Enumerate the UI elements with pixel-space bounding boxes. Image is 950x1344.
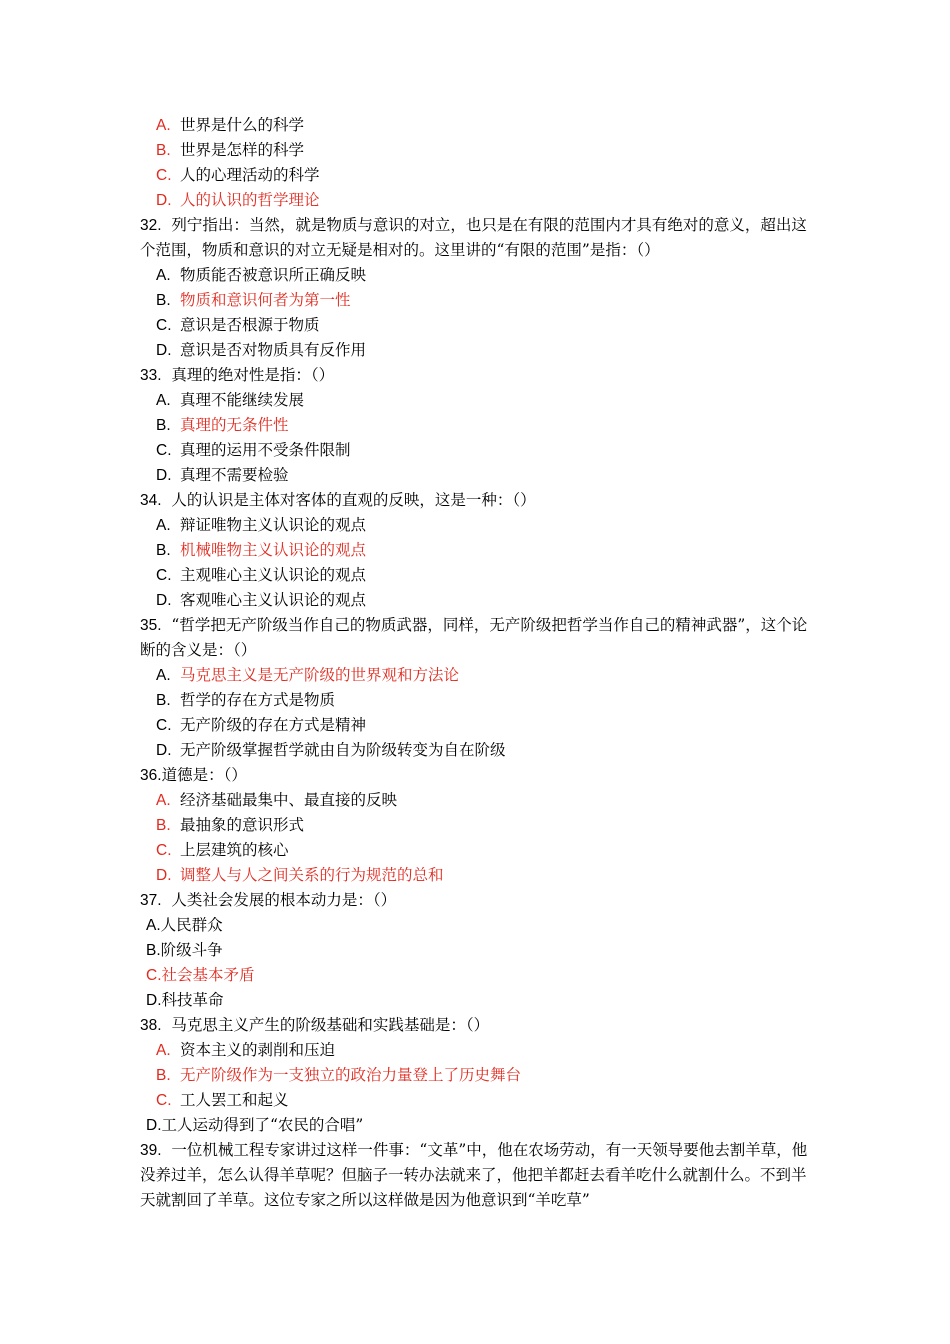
option-letter: D. [156,867,172,884]
q36-option-b [140,813,812,838]
question-text: 道德是：（） [161,766,247,784]
question-text: 真理的绝对性是指：（） [171,366,335,384]
question-number: 32. [140,217,162,234]
question-text: 马克思主义产生的阶级基础和实践基础是：（） [171,1016,490,1034]
q31-option-d [140,188,812,213]
option-letter: A. [156,667,171,684]
q37-option-b [140,938,812,963]
option-text: 真理的运用不受条件限制 [180,441,351,459]
q38-option-c [140,1088,812,1113]
option-letter: B. [156,1067,171,1084]
option-text: 世界是怎样的科学 [180,141,305,159]
question-text: 人类社会发展的根本动力是：（） [171,891,397,909]
q38-stem [140,1013,812,1038]
option-text: 世界是什么的科学 [180,116,305,134]
option-text: 物质能否被意识所正确反映 [180,266,367,284]
q36-option-a [140,788,812,813]
question-text: “哲学把无产阶级当作自己的物质武器，同样，无产阶级把哲学当作自己的精神武器”，这个论断的含义是：（） [140,616,808,659]
option-letter: B. [156,817,171,834]
option-text: 真理不能继续发展 [180,391,305,409]
option-text: 工人罢工和起义 [180,1091,289,1109]
q32-stem [140,213,812,263]
q34-option-c [140,563,812,588]
option-letter: B. [156,542,171,559]
q35-option-d [140,738,812,763]
option-text: 阶级斗争 [160,941,223,959]
q32-option-d [140,338,812,363]
q33-option-d [140,463,812,488]
q32-option-b [140,288,812,313]
option-text-answer: 马克思主义是无产阶级的世界观和方法论 [180,666,460,684]
question-number: 34. [140,492,162,509]
question-text: 人的认识是主体对客体的直观的反映，这是一种：（） [171,491,536,509]
q35-option-b [140,688,812,713]
option-text-answer: 社会基本矛盾 [161,966,255,984]
q33-option-a [140,388,812,413]
question-text: 一位机械工程专家讲过这样一件事：“文革”中，他在农场劳动，有一天领导要他去割羊草，他没养过羊，怎么认得羊草呢？但脑子一转办法就来了，他把羊都赶去看羊吃什么就割什么。不到半天就割回了羊草。这位专家之所以这样做是因为他意识到“羊吃草” [140,1141,808,1209]
q31-option-a [140,113,812,138]
option-text: 主观唯心主义认识论的观点 [180,566,367,584]
q34-option-b [140,538,812,563]
question-number: 39. [140,1142,162,1159]
q37-stem [140,888,812,913]
option-text: 资本主义的剥削和压迫 [180,1041,336,1059]
option-text-answer: 真理的无条件性 [180,416,289,434]
option-text: 真理不需要检验 [180,466,289,484]
option-letter: A. [146,917,161,934]
question-number: 38. [140,1017,162,1034]
option-text: 无产阶级掌握哲学就由自为阶级转变为自在阶级 [180,741,506,759]
option-text: 最抽象的意识形式 [180,816,305,834]
question-number: 33. [140,367,162,384]
option-text: 人民群众 [160,916,223,934]
option-text: 人的心理活动的科学 [180,166,320,184]
q35-stem [140,613,812,663]
q37-option-c [140,963,812,988]
option-letter: B. [156,292,171,309]
q34-option-a [140,513,812,538]
option-letter: D. [156,192,172,209]
option-letter: D. [146,992,162,1009]
option-text: 无产阶级的存在方式是精神 [180,716,367,734]
option-text-answer: 机械唯物主义认识论的观点 [180,541,367,559]
option-letter: D. [156,342,172,359]
option-letter: A. [156,392,171,409]
option-text: 科技革命 [161,991,224,1009]
option-letter: A. [156,517,171,534]
q31-option-c [140,163,812,188]
option-letter: D. [156,467,172,484]
question-number: 35. [140,617,162,634]
option-text: 客观唯心主义认识论的观点 [180,591,367,609]
q37-option-d [140,988,812,1013]
q33-option-b [140,413,812,438]
q33-option-c [140,438,812,463]
q38-option-a [140,1038,812,1063]
question-number: 37. [140,892,162,909]
option-text-answer: 人的认识的哲学理论 [180,191,320,209]
q38-option-b [140,1063,812,1088]
option-letter: B. [156,417,171,434]
option-letter: A. [156,117,171,134]
option-letter: B. [156,692,171,709]
option-text: 工人运动得到了“农民的合唱” [161,1116,364,1134]
option-letter: A. [156,792,171,809]
option-letter: C. [156,842,172,859]
option-letter: C. [156,717,172,734]
option-text: 意识是否对物质具有反作用 [180,341,367,359]
q34-stem [140,488,812,513]
option-text: 意识是否根源于物质 [180,316,320,334]
option-letter: C. [146,967,162,984]
question-number: 36. [140,767,162,784]
option-text-answer: 无产阶级作为一支独立的政治力量登上了历史舞台 [180,1066,522,1084]
option-letter: C. [156,317,172,334]
q34-option-d [140,588,812,613]
q36-option-d [140,863,812,888]
option-letter: C. [156,1092,172,1109]
q35-option-a [140,663,812,688]
option-letter: C. [156,167,172,184]
q36-option-c [140,838,812,863]
q35-option-c [140,713,812,738]
option-letter: C. [156,442,172,459]
option-text: 辩证唯物主义认识论的观点 [180,516,367,534]
option-text: 哲学的存在方式是物质 [180,691,336,709]
q32-option-a [140,263,812,288]
q39-stem [140,1138,812,1213]
option-letter: B. [146,942,161,959]
question-text: 列宁指出：当然，就是物质与意识的对立，也只是在有限的范围内才具有绝对的意义，超出这个范围，物质和意识的对立无疑是相对的。这里讲的“有限的范围”是指：（） [140,216,807,259]
q37-option-a [140,913,812,938]
q33-stem [140,363,812,388]
option-text-answer: 物质和意识何者为第一性 [180,291,351,309]
question-list [140,113,812,1213]
q32-option-c [140,313,812,338]
q38-option-d [140,1113,812,1138]
option-letter: D. [156,742,172,759]
option-text: 上层建筑的核心 [180,841,289,859]
q36-stem [140,763,812,788]
option-letter: A. [156,1042,171,1059]
option-letter: D. [146,1117,162,1134]
q31-option-b [140,138,812,163]
option-text: 经济基础最集中、最直接的反映 [180,791,398,809]
option-text-answer: 调整人与人之间关系的行为规范的总和 [180,866,444,884]
option-letter: C. [156,567,172,584]
option-letter: D. [156,592,172,609]
option-letter: B. [156,142,171,159]
option-letter: A. [156,267,171,284]
